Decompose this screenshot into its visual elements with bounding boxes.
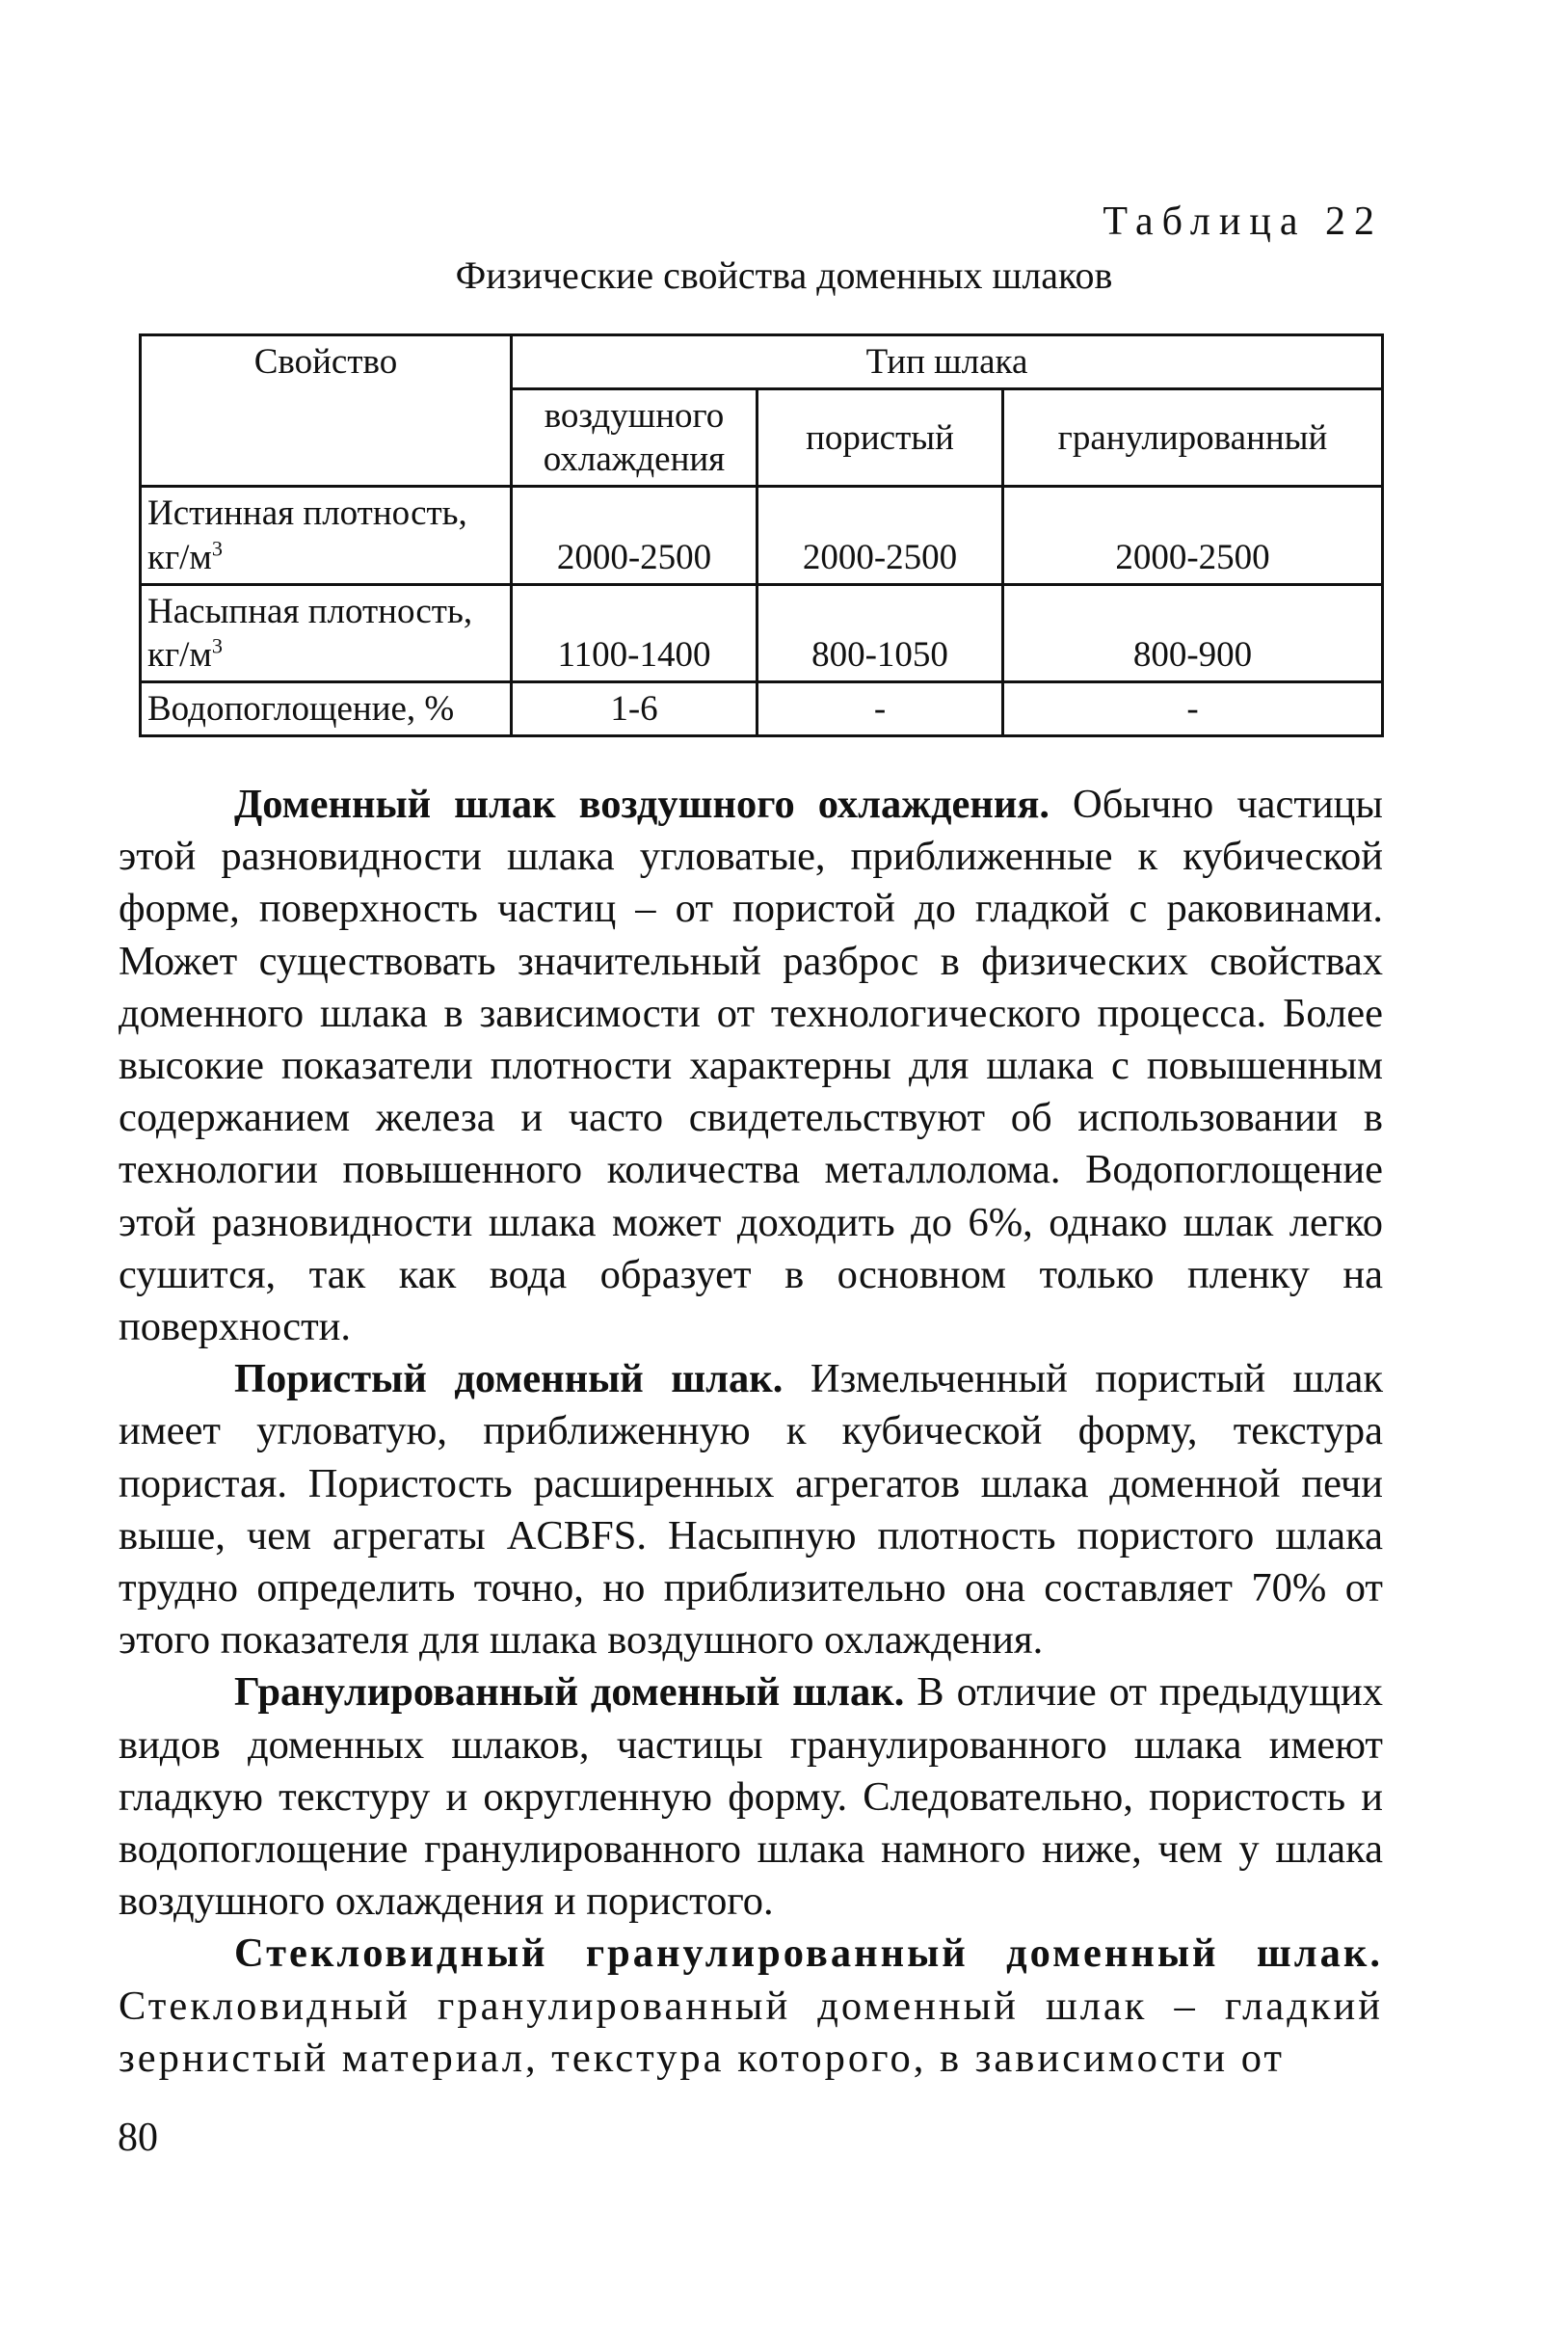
- table-header-row: [141, 335, 1383, 389]
- paragraph: [119, 1928, 1383, 2085]
- table-row: [141, 487, 1383, 584]
- table-cell: 1-6: [512, 681, 757, 735]
- paragraph-heading: Доменный шлак воздушного охлаждения.: [234, 782, 1050, 827]
- row-property: Насыпная плотность, $кг/м^3$: [141, 584, 512, 681]
- header-slag-type: Тип шлака: [512, 335, 1383, 389]
- table-label: Таблица 22: [1103, 200, 1383, 244]
- table-cell: -: [1003, 681, 1383, 735]
- table-cell: 1100-1400: [512, 584, 757, 681]
- table-caption: Физические свойства доменных шлаков: [455, 253, 1113, 297]
- column-header-granulated: гранулированный: [1003, 389, 1383, 487]
- paragraph: [119, 779, 1383, 1353]
- paragraph-text: Измельченный пористый шлак имеет угловатую, приближенную к кубической форму, текстура пористая. Пористость расширенных агрегатов шлака доменной печи выше, чем агрегаты ACBFS. Насыпную плотность пористого шлака трудно определить точно, но приблизительно она составляет 70% от этого показателя для шлака воздушного охлаждения.: [119, 1356, 1384, 1664]
- page-number: 80: [118, 2116, 158, 2160]
- table-cell: 2000-2500: [512, 487, 757, 584]
- paragraph-text: Обычно частицы этой разновидности шлака угловатые, приближенные к кубической форме, поверхность частиц – от пористой до гладкой с раковинами. Может существовать значительный разброс в физических свойствах доменного шлака в зависимости от технологического процесса. Более высокие показатели плотности характерны для шлака с повышенным содержанием железа и часто свидетельствуют об использовании в технологии повышенного количества металлолома. Водопоглощение этой разновидности шлака может доходить до 6%, однако шлак легко сушится, так как вода образует в основном только пленку на поверхности.: [119, 782, 1383, 1350]
- paragraph-heading: Пористый доменный шлак.: [234, 1356, 784, 1402]
- table-cell: -: [757, 681, 1003, 735]
- paragraph: [119, 1353, 1383, 1666]
- paragraph-heading: Стекловидный гранулированный доменный шлак.: [234, 1931, 1383, 1977]
- paragraph-text: В отличие от предыдущих видов доменных шлаков, частицы гранулированного шлака имеют гладкую текстуру и округленную форму. Следовательно, пористость и водопоглощение гранулированного шлака намного ниже, чем у шлака воздушного охлаждения и пористого.: [119, 1669, 1383, 1925]
- table-row: [141, 584, 1383, 681]
- table-row: [141, 681, 1383, 735]
- paragraph-heading: Гранулированный доменный шлак.: [234, 1669, 905, 1716]
- properties-table: [139, 333, 1384, 737]
- column-header-porous: пористый: [757, 389, 1003, 487]
- row-property: Водопоглощение, %: [141, 681, 512, 735]
- table-cell: 800-1050: [757, 584, 1003, 681]
- column-header-air-cooled: воздушного охлаждения: [512, 389, 757, 487]
- row-property: Истинная плотность, $кг/м^3$: [141, 487, 512, 584]
- body-text: [119, 779, 1383, 2085]
- paragraph: [119, 1666, 1383, 1928]
- table-cell: 2000-2500: [1003, 487, 1383, 584]
- table-cell: 800-900: [1003, 584, 1383, 681]
- header-property: Свойство: [141, 335, 512, 487]
- table-cell: 2000-2500: [757, 487, 1003, 584]
- paragraph-text: Стекловидный гранулированный доменный шлак – гладкий зернистый материал, текстура которого, в зависимости от: [119, 1983, 1383, 2081]
